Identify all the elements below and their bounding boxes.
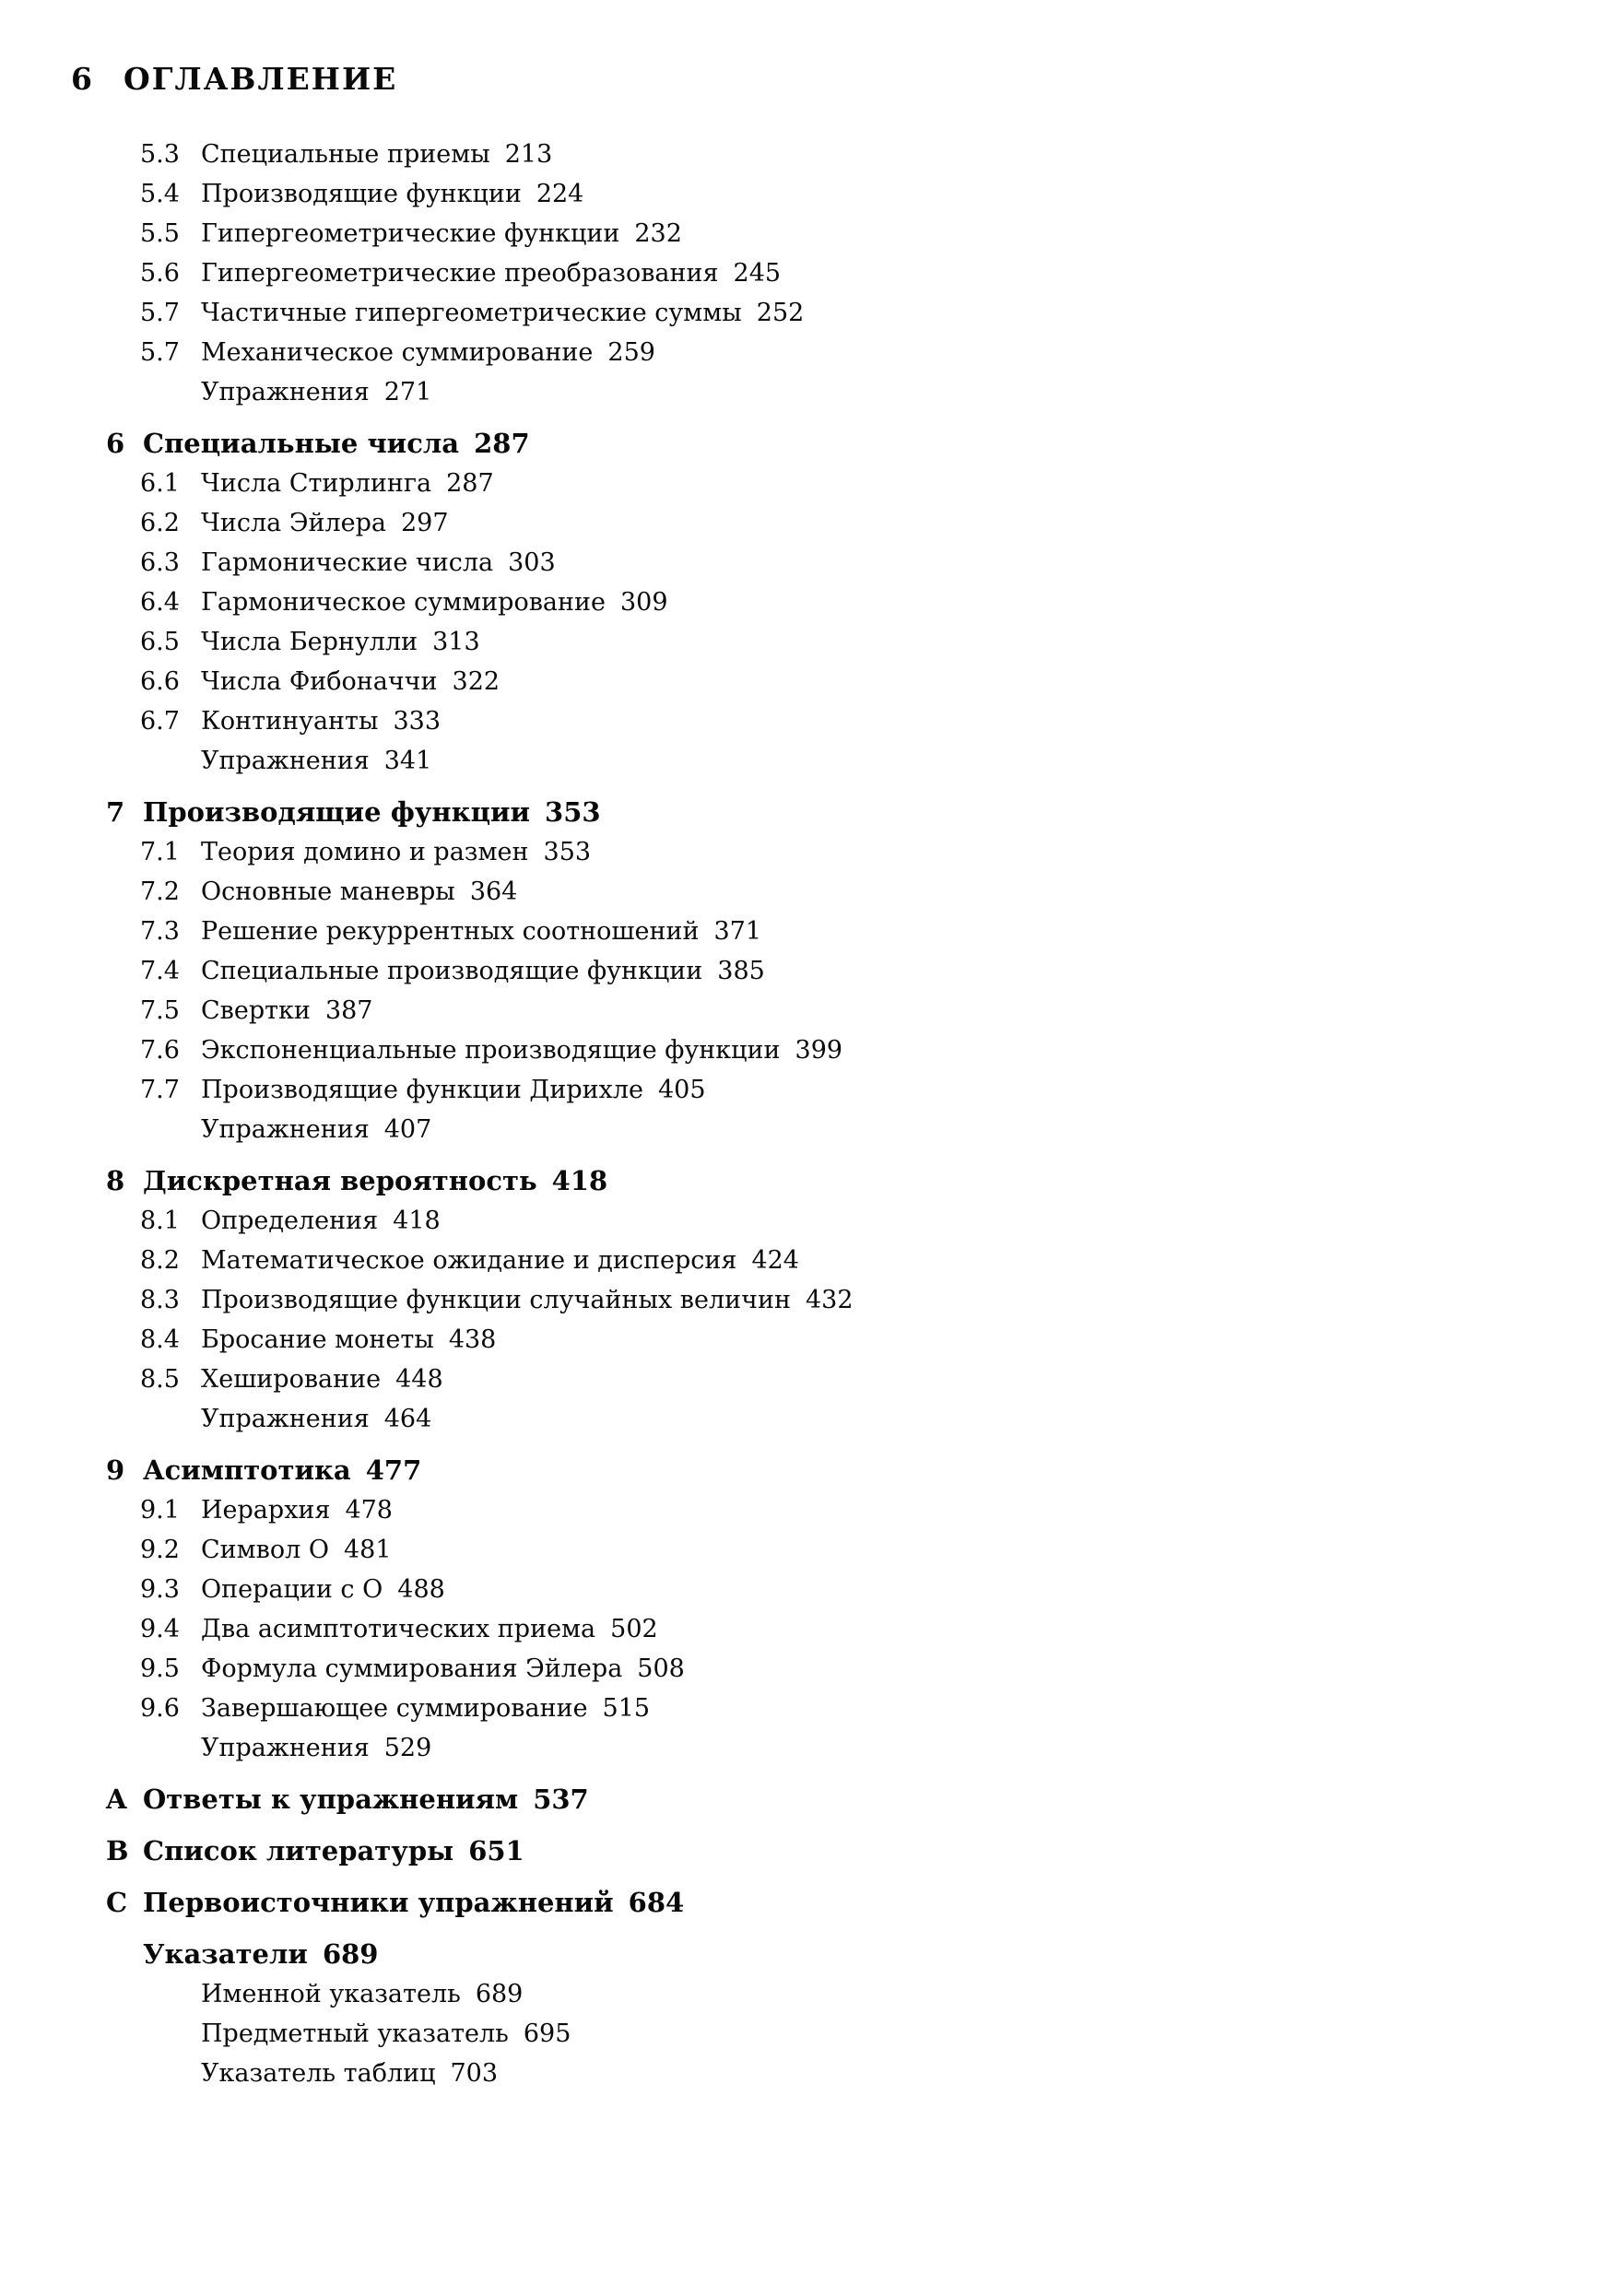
entry-page: 689: [475, 1980, 524, 2008]
entry-number: 6.7: [140, 707, 180, 736]
entry-page: 481: [343, 1536, 392, 1564]
toc-entry: [0, 503, 1613, 543]
entry-title: [201, 1241, 799, 1280]
entry-title-text: Числа Эйлера: [201, 509, 386, 537]
entry-title-text: Числа Фибоначчи: [201, 667, 438, 696]
entry-title: [201, 1609, 658, 1649]
entry-title-text: Упражнения: [201, 1734, 370, 1762]
toc-entry: [0, 912, 1613, 951]
entry-page: 424: [751, 1246, 799, 1275]
entry-page: 537: [533, 1784, 589, 1815]
entry-title-text: Упражнения: [201, 747, 370, 775]
entry-number: 6.5: [140, 628, 180, 656]
entry-title-text: Символ О: [201, 1536, 329, 1564]
entry-title-text: Частичные гипергеометрические суммы: [201, 299, 742, 327]
entry-page: 333: [393, 707, 442, 736]
toc-entry: [0, 372, 1613, 412]
entry-number: 8: [106, 1165, 125, 1196]
entry-page: 371: [713, 917, 762, 946]
entry-title-text: Именной указатель: [201, 1980, 461, 2008]
entry-title-text: Упражнения: [201, 1405, 370, 1433]
toc-entry: [0, 253, 1613, 293]
toc-entry: [0, 135, 1613, 174]
toc-entry: [0, 464, 1613, 503]
toc-entry: [0, 1649, 1613, 1689]
entry-title-text: Упражнения: [201, 378, 370, 406]
toc-entry: [0, 293, 1613, 333]
entry-page: 488: [397, 1575, 445, 1604]
entry-title: [201, 701, 441, 741]
entry-title-text: Специальные числа: [143, 428, 460, 459]
entry-page: 515: [602, 1694, 651, 1723]
entry-title: [143, 1831, 524, 1871]
entry-title: [201, 1360, 443, 1399]
entry-title: [201, 174, 583, 214]
entry-title-text: Упражнения: [201, 1115, 370, 1144]
entry-title-text: Континуанты: [201, 707, 379, 736]
entry-title: [201, 503, 449, 543]
entry-number: 5.3: [140, 140, 180, 169]
entry-title-text: Числа Стирлинга: [201, 469, 432, 498]
entry-title: [143, 1780, 589, 1819]
entry-page: 405: [658, 1076, 706, 1104]
toc-entry: [0, 174, 1613, 214]
entry-title: [201, 622, 480, 662]
toc-entry: [0, 583, 1613, 622]
entry-title-text: Определения: [201, 1207, 379, 1235]
entry-page: 259: [607, 338, 655, 367]
entry-title-text: Список литературы: [143, 1835, 454, 1866]
toc-entry: [0, 1399, 1613, 1439]
toc-entry: [0, 1689, 1613, 1728]
toc-entry: [0, 2054, 1613, 2093]
entry-title-text: Иерархия: [201, 1496, 331, 1525]
entry-title: [201, 1201, 441, 1241]
entry-number: 6.6: [140, 667, 180, 696]
entry-number: 7.3: [140, 917, 180, 946]
toc-entry: [0, 424, 1613, 464]
entry-title: [201, 2054, 498, 2093]
toc-entry: [0, 793, 1613, 832]
entry-number: 9.1: [140, 1496, 180, 1525]
toc-entry: [0, 1110, 1613, 1149]
entry-title-text: Ответы к упражнениям: [143, 1784, 519, 1815]
entry-page: 245: [733, 259, 782, 288]
toc-entry: [0, 1161, 1613, 1201]
toc-entry: [0, 1570, 1613, 1609]
toc-entry: [0, 1935, 1613, 1974]
entry-page: 464: [383, 1405, 432, 1433]
entry-title: [201, 1399, 431, 1439]
entry-title: [143, 1161, 607, 1201]
entry-title-text: Производящие функции: [201, 180, 522, 208]
entry-number: 7.2: [140, 877, 180, 906]
entry-title-text: Асимптотика: [143, 1454, 351, 1486]
toc-entry: [0, 662, 1613, 701]
toc-entry: [0, 1609, 1613, 1649]
entry-title: [201, 1110, 431, 1149]
toc-entry: [0, 1451, 1613, 1490]
entry-page: 438: [448, 1325, 497, 1354]
entry-title-text: Механическое суммирование: [201, 338, 594, 367]
entry-title-text: Производящие функции Дирихле: [201, 1076, 643, 1104]
entry-title: [143, 424, 530, 464]
entry-title-text: Гипергеометрические функции: [201, 219, 620, 248]
entry-title-text: Решение рекуррентных соотношений: [201, 917, 700, 946]
toc-entry: [0, 1530, 1613, 1570]
toc-entry: [0, 333, 1613, 372]
entry-page: 297: [400, 509, 449, 537]
entry-title: [201, 1974, 523, 2014]
entry-number: 7.4: [140, 957, 180, 985]
page-number: 6: [71, 61, 92, 97]
entry-title-text: Гармоническое суммирование: [201, 588, 606, 617]
entry-number: 7.1: [140, 838, 180, 866]
entry-page: 385: [717, 957, 765, 985]
entry-title: [201, 991, 372, 1030]
entry-title: [201, 1320, 496, 1360]
entry-title: [201, 1689, 650, 1728]
entry-title-text: Математическое ожидание и дисперсия: [201, 1246, 737, 1275]
entry-title: [201, 951, 765, 991]
toc-entry: [0, 741, 1613, 781]
entry-number: 9.6: [140, 1694, 180, 1723]
entry-number: A: [106, 1784, 127, 1815]
entry-page: 651: [468, 1835, 524, 1866]
entry-page: 322: [452, 667, 500, 696]
entry-number: 7.7: [140, 1076, 180, 1104]
entry-page: 418: [551, 1165, 608, 1196]
toc-entry: [0, 1974, 1613, 2014]
entry-title: [143, 793, 601, 832]
entry-number: 5.4: [140, 180, 180, 208]
entry-number: 8.1: [140, 1207, 180, 1235]
toc-entry: [0, 872, 1613, 912]
toc-entry: [0, 1728, 1613, 1768]
entry-title-text: Завершающее суммирование: [201, 1694, 588, 1723]
entry-title-text: Числа Бернулли: [201, 628, 418, 656]
entry-title: [201, 1070, 706, 1110]
entry-title: [201, 1030, 842, 1070]
entry-title-text: Теория домино и размен: [201, 838, 529, 866]
entry-page: 448: [395, 1365, 443, 1394]
toc-entry: [0, 543, 1613, 583]
entry-title-text: Свертки: [201, 996, 311, 1025]
entry-title-text: Хеширование: [201, 1365, 382, 1394]
toc-entry: [0, 701, 1613, 741]
entry-title: [201, 1280, 854, 1320]
entry-title-text: Экспоненциальные производящие функции: [201, 1036, 781, 1065]
entry-title: [201, 832, 591, 872]
entry-title: [201, 662, 500, 701]
entry-number: 6.2: [140, 509, 180, 537]
entry-title: [201, 1490, 393, 1530]
entry-page: 703: [450, 2059, 499, 2088]
toc-entry: [0, 1030, 1613, 1070]
entry-number: 5.7: [140, 299, 180, 327]
toc-entry: [0, 622, 1613, 662]
entry-title-text: Бросание монеты: [201, 1325, 434, 1354]
entry-title-text: Производящие функции: [143, 796, 531, 828]
entry-number: 6.4: [140, 588, 180, 617]
entry-title-text: Операции с О: [201, 1575, 383, 1604]
entry-title: [201, 293, 804, 333]
entry-page: 364: [469, 877, 518, 906]
entry-page: 271: [383, 378, 432, 406]
entry-title-text: Два асимптотических приема: [201, 1615, 596, 1643]
entry-title: [201, 214, 682, 253]
entry-page: 684: [628, 1887, 685, 1918]
toc-entry: [0, 1280, 1613, 1320]
entry-number: 8.5: [140, 1365, 180, 1394]
entry-number: 6.3: [140, 548, 180, 577]
entry-title-text: Указатели: [143, 1938, 308, 1970]
entry-number: 8.4: [140, 1325, 180, 1354]
entry-title: [201, 2014, 571, 2054]
table-of-contents: [0, 135, 1613, 2093]
entry-page: 478: [345, 1496, 393, 1525]
entry-number: 7.6: [140, 1036, 180, 1065]
toc-entry: [0, 991, 1613, 1030]
entry-page: 387: [324, 996, 373, 1025]
entry-title: [201, 333, 655, 372]
entry-page: 418: [393, 1207, 441, 1235]
entry-title: [201, 135, 552, 174]
toc-entry: [0, 1490, 1613, 1530]
entry-title-text: Гармонические числа: [201, 548, 494, 577]
toc-entry: [0, 951, 1613, 991]
entry-page: 224: [536, 180, 584, 208]
entry-title-text: Специальные производящие функции: [201, 957, 703, 985]
toc-entry: [0, 1360, 1613, 1399]
entry-number: 9.3: [140, 1575, 180, 1604]
entry-title-text: Основные маневры: [201, 877, 455, 906]
entry-title: [201, 583, 668, 622]
entry-page: 353: [545, 796, 601, 828]
entry-page: 341: [383, 747, 432, 775]
toc-entry: [0, 1070, 1613, 1110]
entry-number: 7.5: [140, 996, 180, 1025]
entry-page: 232: [634, 219, 682, 248]
entry-number: 5.7: [140, 338, 180, 367]
entry-number: 6: [106, 428, 125, 459]
entry-page: 303: [508, 548, 556, 577]
entry-page: 313: [432, 628, 480, 656]
entry-number: 9.4: [140, 1615, 180, 1643]
entry-page: 309: [619, 588, 668, 617]
entry-title-text: Указатель таблиц: [201, 2059, 436, 2088]
entry-title: [201, 543, 556, 583]
toc-entry: [0, 1883, 1613, 1923]
entry-title-text: Гипергеометрические преобразования: [201, 259, 719, 288]
entry-title: [143, 1451, 421, 1490]
entry-number: 9: [106, 1454, 125, 1486]
entry-title: [201, 372, 431, 412]
entry-page: 508: [637, 1654, 685, 1683]
entry-title: [143, 1883, 684, 1923]
toc-entry: [0, 1241, 1613, 1280]
entry-number: C: [106, 1887, 128, 1918]
entry-page: 502: [610, 1615, 658, 1643]
entry-title: [201, 1649, 685, 1689]
entry-page: 695: [523, 2019, 571, 2048]
entry-page: 399: [795, 1036, 843, 1065]
entry-title-text: Формула суммирования Эйлера: [201, 1654, 623, 1683]
entry-number: 7: [106, 796, 125, 828]
entry-title-text: Производящие функции случайных величин: [201, 1286, 791, 1314]
entry-page: 287: [446, 469, 494, 498]
entry-title-text: Предметный указатель: [201, 2019, 509, 2048]
entry-title: [201, 253, 781, 293]
entry-title: [201, 741, 431, 781]
entry-title-text: Первоисточники упражнений: [143, 1887, 614, 1918]
toc-entry: [0, 1831, 1613, 1871]
entry-number: B: [106, 1835, 129, 1866]
entry-title: [201, 464, 494, 503]
entry-number: 8.3: [140, 1286, 180, 1314]
entry-page: 213: [504, 140, 553, 169]
page-header: [71, 61, 397, 97]
entry-title: [201, 1728, 431, 1768]
entry-number: 9.2: [140, 1536, 180, 1564]
entry-number: 5.6: [140, 259, 180, 288]
entry-page: 353: [543, 838, 592, 866]
entry-page: 689: [322, 1938, 379, 1970]
entry-page: 529: [383, 1734, 432, 1762]
toc-entry: [0, 832, 1613, 872]
entry-number: 9.5: [140, 1654, 180, 1683]
entry-title: [201, 872, 517, 912]
entry-title: [201, 1570, 445, 1609]
entry-page: 477: [365, 1454, 422, 1486]
page-title: ОГЛАВЛЕНИЕ: [123, 61, 398, 97]
entry-number: 6.1: [140, 469, 180, 498]
toc-entry: [0, 214, 1613, 253]
entry-page: 432: [805, 1286, 854, 1314]
entry-page: 252: [756, 299, 805, 327]
entry-number: 8.2: [140, 1246, 180, 1275]
toc-entry: [0, 1201, 1613, 1241]
entry-title-text: Дискретная вероятность: [143, 1165, 537, 1196]
toc-entry: [0, 1780, 1613, 1819]
entry-number: 5.5: [140, 219, 180, 248]
entry-page: 407: [383, 1115, 432, 1144]
entry-title-text: Специальные приемы: [201, 140, 490, 169]
entry-title: [201, 912, 761, 951]
entry-page: 287: [474, 428, 530, 459]
toc-entry: [0, 2014, 1613, 2054]
entry-title: [143, 1935, 379, 1974]
toc-entry: [0, 1320, 1613, 1360]
entry-title: [201, 1530, 392, 1570]
